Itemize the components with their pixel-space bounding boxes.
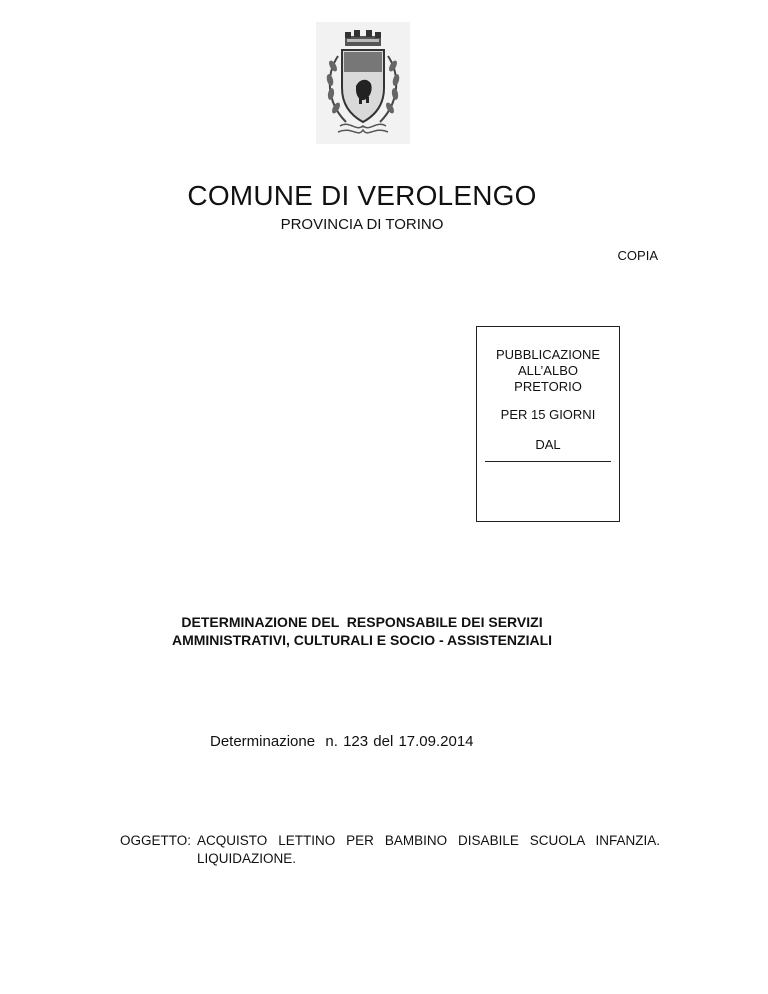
copy-label: COPIA	[617, 248, 658, 263]
document-heading-line1: DETERMINAZIONE DEL RESPONSABILE DEI SERVIZI	[181, 614, 543, 630]
subject-label: OGGETTO:	[120, 833, 192, 848]
document-heading-line2: AMMINISTRATIVI, CULTURALI E SOCIO - ASSISTENZIALI	[171, 632, 553, 648]
publication-from-label: DAL	[535, 437, 561, 452]
publication-heading-line3: PRETORIO	[514, 379, 582, 394]
subject-text: ACQUISTO LETTINO PER BAMBINO DISABILE SCUOLA INFANZIA. LIQUIDAZIONE.	[197, 833, 660, 866]
publication-heading	[477, 347, 619, 395]
publication-duration: PER 15 GIORNI	[500, 407, 596, 422]
coat-of-arms-emblem	[316, 22, 410, 144]
publication-date-blank-line	[485, 453, 611, 462]
municipality-title: COMUNE DI VEROLENGO	[187, 180, 537, 211]
publication-heading-line2: ALL’ALBO	[518, 363, 578, 378]
province-subtitle: PROVINCIA DI TORINO	[280, 216, 444, 233]
publication-box	[476, 326, 620, 522]
subject-block	[120, 832, 660, 868]
publication-heading-line1: PUBBLICAZIONE	[495, 347, 601, 362]
determination-number: Determinazione n. 123 del 17.09.2014	[210, 733, 474, 750]
document-heading	[0, 613, 724, 649]
